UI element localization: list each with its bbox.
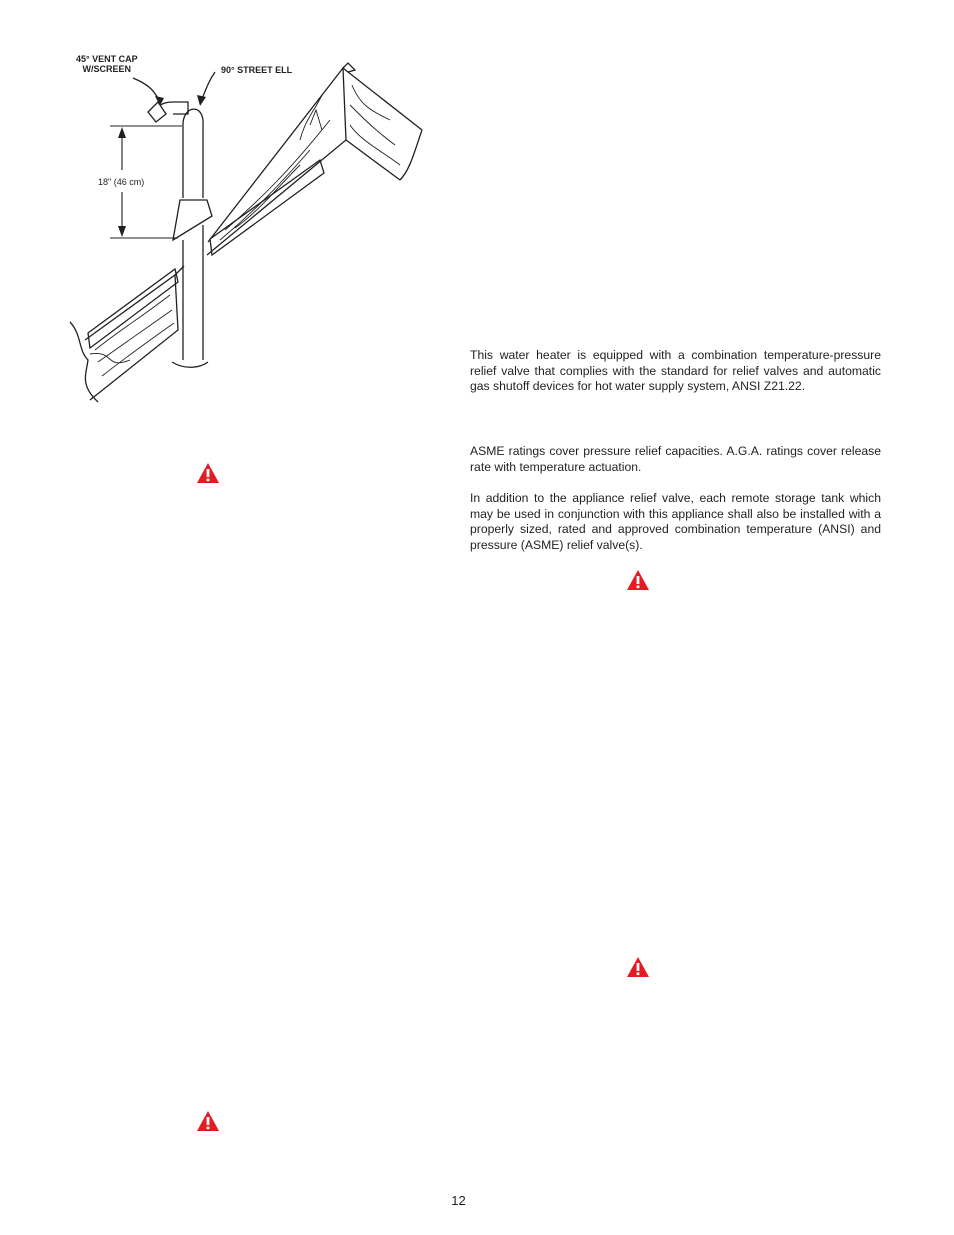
page-number: 12: [451, 1193, 466, 1208]
vent-cap-label: 45° VENT CAP W/SCREEN: [76, 54, 138, 74]
warning-triangle-icon: [626, 956, 650, 978]
warning-triangle-icon: [626, 569, 650, 591]
paragraph-relief-valve: This water heater is equipped with a combination temperature-pressure relief valve that complies with the standard for relief valves and automatic gas shutoff devices for hot water supply system, ANSI Z21.22.: [470, 348, 881, 393]
warning-triangle-icon: [196, 1110, 220, 1132]
paragraph-remote-storage: In addition to the appliance relief valve, each remote storage tank which may be used in conjunction with this appliance shall also be installed with a properly sized, rated and approved combination temperature (ANSI) and pressure (ASME) relief valve(s).: [470, 491, 881, 552]
dimension-label: 18" (46 cm): [98, 177, 145, 187]
paragraph-asme-ratings: ASME ratings cover pressure relief capacities. A.G.A. ratings cover release rate with temperature actuation.: [470, 444, 881, 474]
roof-vent-drawing: [60, 50, 440, 410]
street-ell-label: 90° STREET ELL: [221, 65, 293, 75]
vent-figure: [60, 50, 440, 410]
warning-triangle-icon: [196, 462, 220, 484]
